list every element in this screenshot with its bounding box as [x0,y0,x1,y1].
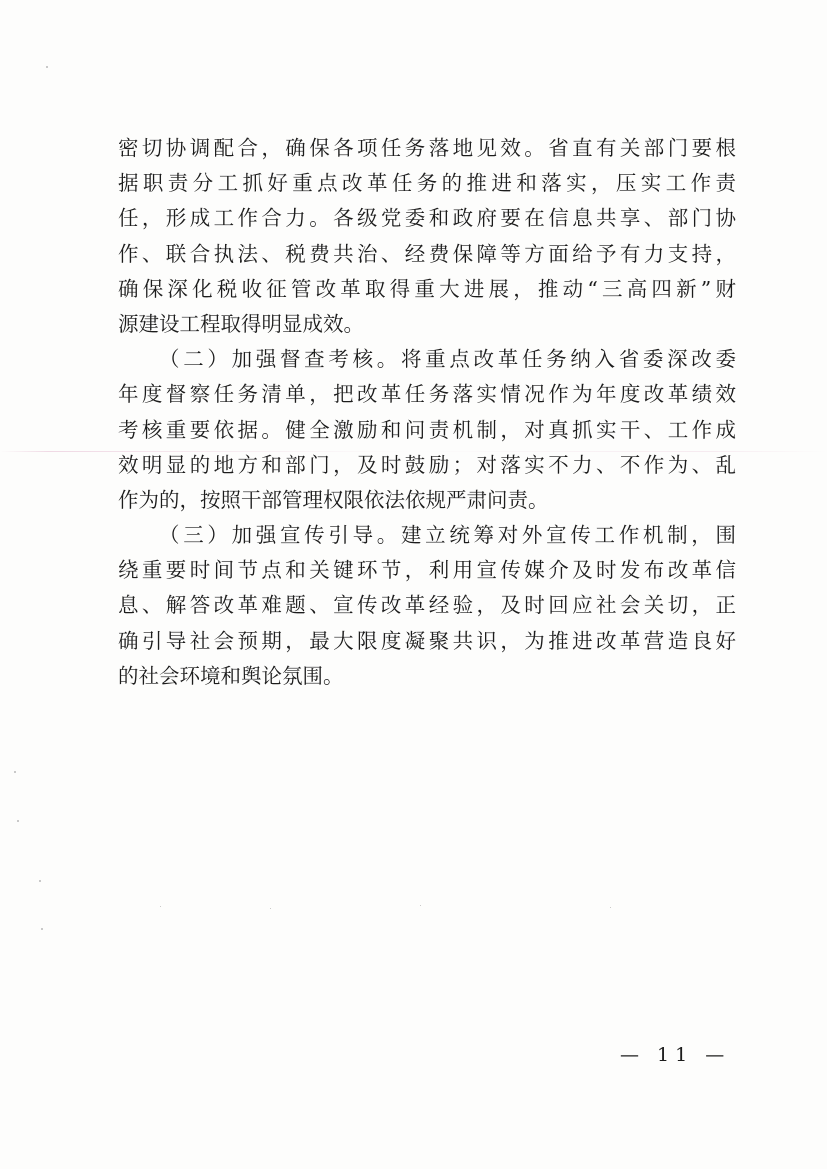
body-text [118,131,736,694]
scan-speck [14,771,16,773]
text-line: 作、联合执法、税费共治、经费保障等方面给予有力支持， [118,241,736,266]
scan-speck [41,928,43,930]
text-line: 年度督察任务清单，把改革任务落实情况作为年度改革绩效 [118,382,736,407]
text-line: 源建设工程取得明显成效。 [118,311,364,336]
scan-speck [39,880,41,882]
text-line: 确引导社会预期，最大限度凝聚共识，为推进改革营造良好 [118,628,736,653]
scan-speck [420,905,421,906]
scan-speck [160,906,161,907]
text-line: 效明显的地方和部门，及时鼓励；对落实不力、不作为、乱 [118,452,736,477]
text-line: 作为的，按照干部管理权限依法依规严肃问责。 [118,487,549,512]
text-line: 息、解答改革难题、宣传改革经验，及时回应社会关切，正 [118,593,736,618]
scan-speck [17,820,19,822]
scan-speck [46,66,48,68]
text-line: 据职责分工抓好重点改革任务的推进和落实，压实工作责 [118,171,736,196]
text-line: 确保深化税收征管改革取得重大进展，推动“三高四新”财 [118,276,736,301]
text-line: 绕重要时间节点和关键环节，利用宣传媒介及时发布改革信 [118,558,736,583]
scan-speck [270,908,271,909]
text-line: 任，形成工作合力。各级党委和政府要在信息共享、部门协 [118,206,736,231]
scan-speck [610,907,611,908]
section-heading-line: （三）加强宣传引导。建立统筹对外宣传工作机制，围 [159,523,736,548]
page-number: — 11 — [620,1044,731,1066]
section-heading-line: （二）加强督查考核。将重点改革任务纳入省委深改委 [159,347,736,372]
text-line: 的社会环境和舆论氛围。 [118,663,344,688]
text-line: 密切协调配合，确保各项任务落地见效。省直有关部门要根 [118,136,736,160]
text-line: 考核重要依据。健全激励和问责机制，对真抓实干、工作成 [118,417,736,442]
